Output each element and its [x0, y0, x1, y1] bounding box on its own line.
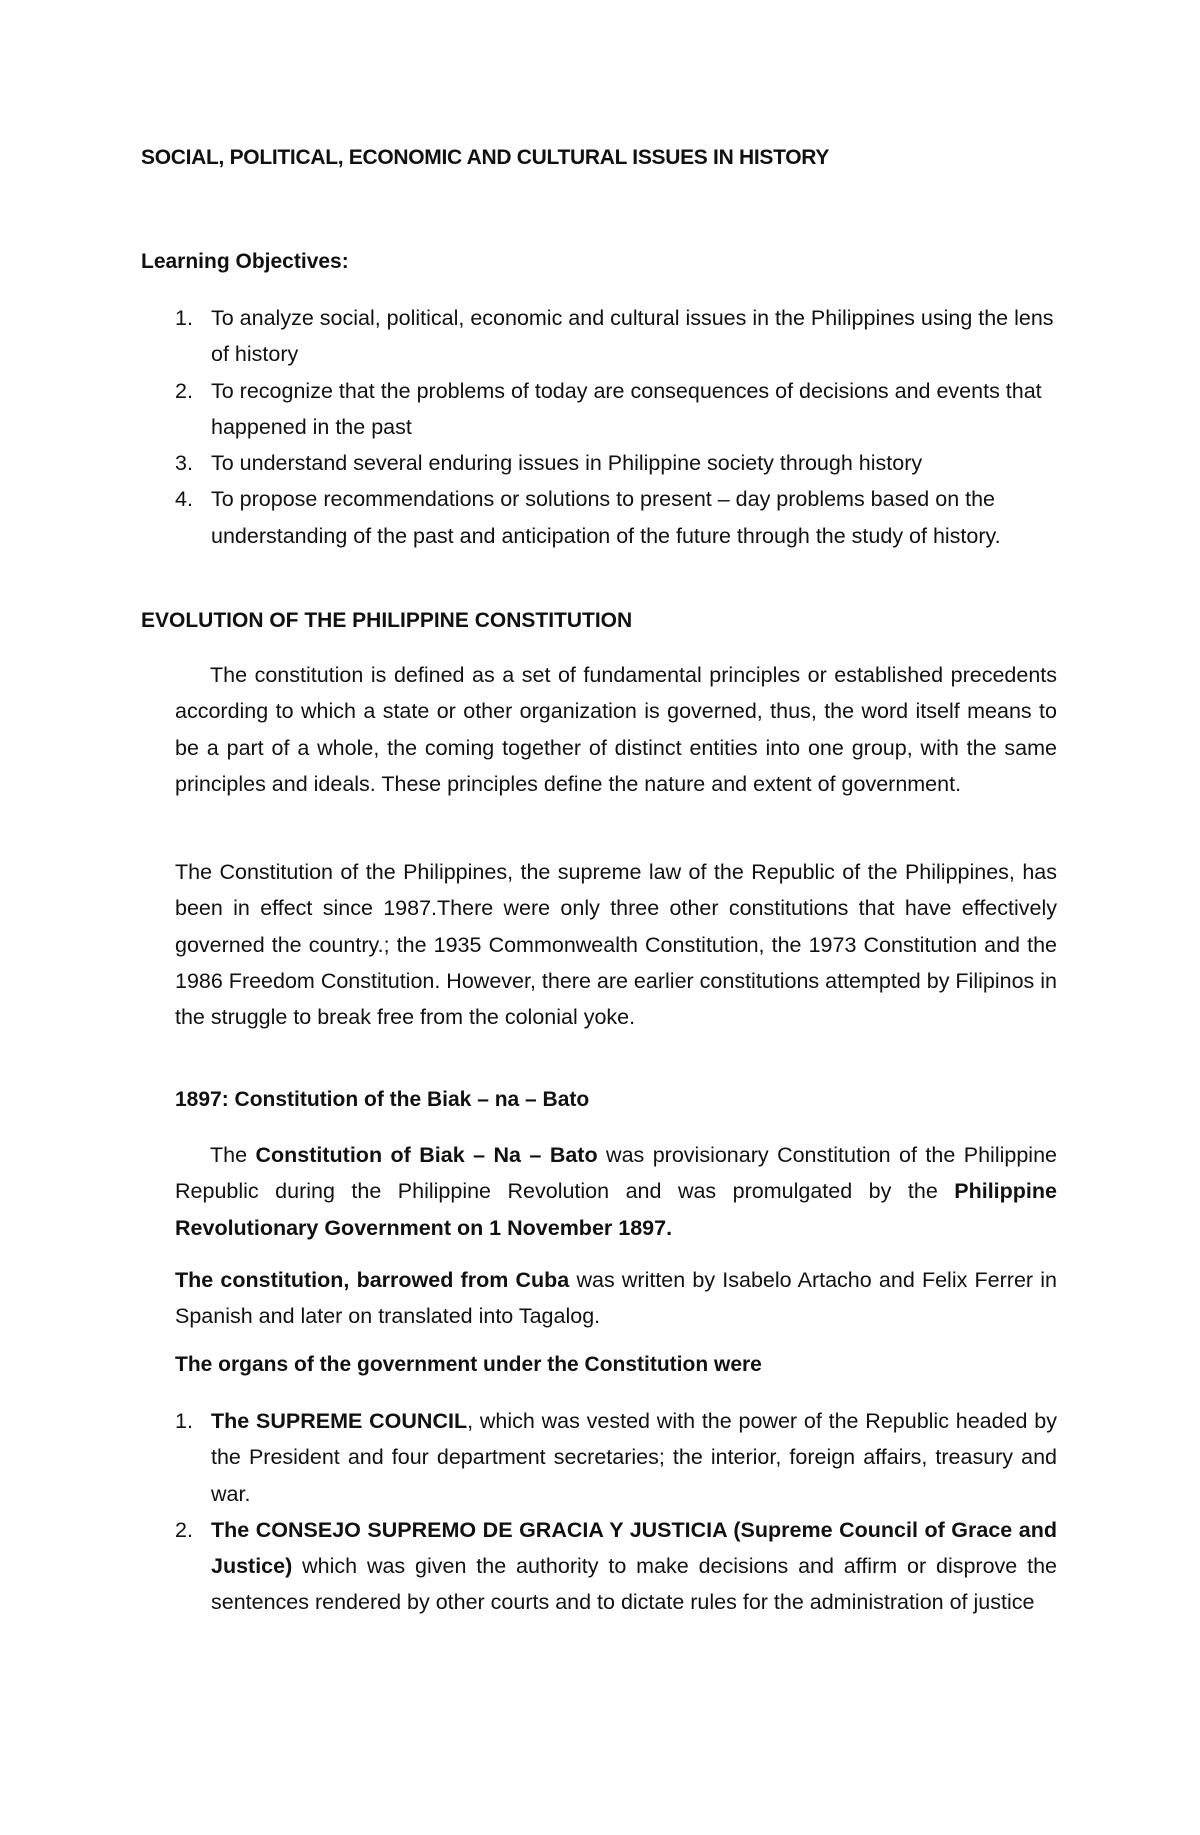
- section-heading: EVOLUTION OF THE PHILIPPINE CONSTITUTION: [141, 609, 633, 632]
- list-number: 4.: [175, 487, 193, 512]
- list-item-text: To recognize that the problems of today are consequences of decisions and events that happened in the past: [211, 378, 1042, 439]
- list-number: 3.: [175, 451, 193, 476]
- subsection-heading: 1897: Constitution of the Biak – na – Bato: [175, 1088, 590, 1111]
- list-item-text: To understand several enduring issues in Philippine society through history: [211, 451, 923, 476]
- paragraph-text: was written by Isabelo Artacho and Felix Ferrer in Spanish and later on translated into Tagalog.: [175, 1268, 1057, 1329]
- learning-objectives-list: [175, 300, 1055, 554]
- list-item-text: , which was vested with the power of the Republic headed by the President and four department secretaries; the interior, foreign affairs, treasury and war.: [211, 1409, 1057, 1506]
- learning-objectives-heading: Learning Objectives:: [141, 250, 349, 273]
- paragraph-bold-text: Constitution of Biak – Na – Bato: [255, 1143, 598, 1167]
- list-item: [175, 1512, 1057, 1621]
- list-number: 1.: [175, 1409, 193, 1433]
- paragraph-philippine-constitution: The Constitution of the Philippines, the supreme law of the Republic of the Philippines, has been in effect since 1987.There were only three other constitutions that have effectively governed the country.; the 1935 Commonwealth Constitution, the 1973 Constitution and the 1986 Freedom Constitution. However, there are earlier constitutions attempted by Filipinos in the struggle to break free from the colonial yoke.: [175, 860, 1057, 1030]
- list-item: [175, 373, 1055, 446]
- list-item-text: To analyze social, political, economic and cultural issues in the Philippines using the lens of history: [211, 306, 1054, 367]
- paragraph-text: The: [210, 1143, 256, 1167]
- list-item-text: which was given the authority to make decisions and affirm or disprove the sentences rendered by other courts and to dictate rules for the administration of justice: [211, 1554, 1057, 1615]
- government-organs-list: [175, 1403, 1057, 1621]
- paragraph-text: was provisionary Constitution of the Philippine Republic during the Philippine Revolution and was promulgated by the: [175, 1143, 1057, 1204]
- paragraph-cuba-origin: [175, 1262, 1057, 1335]
- paragraph-bold-text: Philippine Revolutionary Government on 1 November 1897.: [175, 1179, 1057, 1240]
- list-item-text: To propose recommendations or solutions to present – day problems based on the understanding of the past and anticipation of the future through the study of history.: [211, 487, 1001, 548]
- list-number: 2.: [175, 378, 193, 403]
- list-number: 2.: [175, 1517, 193, 1542]
- list-item-bold-text: The CONSEJO SUPREMO DE GRACIA Y JUSTICIA (Supreme Council of Grace and Justice): [211, 1517, 1057, 1579]
- organs-heading: The organs of the government under the Constitution were: [175, 1353, 762, 1376]
- list-item: [175, 300, 1055, 373]
- paragraph-bold-text: The constitution, barrowed from Cuba: [175, 1268, 570, 1292]
- list-item: [175, 445, 1055, 481]
- document-title: SOCIAL, POLITICAL, ECONOMIC AND CULTURAL ISSUES IN HISTORY: [141, 146, 830, 169]
- list-item-bold-text: The SUPREME COUNCIL: [211, 1409, 468, 1433]
- paragraph-constitution-definition: The constitution is defined as a set of fundamental principles or established precedents according to which a state or other organization is governed, thus, the word itself means to be a part of a whole, the coming together of distinct entities into one group, with the same principles and ideals. These principles define the nature and extent of government.: [175, 663, 1057, 796]
- list-item: [175, 1403, 1057, 1512]
- paragraph-biak-na-bato: [175, 1137, 1057, 1246]
- list-item: [175, 481, 1055, 554]
- list-number: 1.: [175, 306, 193, 330]
